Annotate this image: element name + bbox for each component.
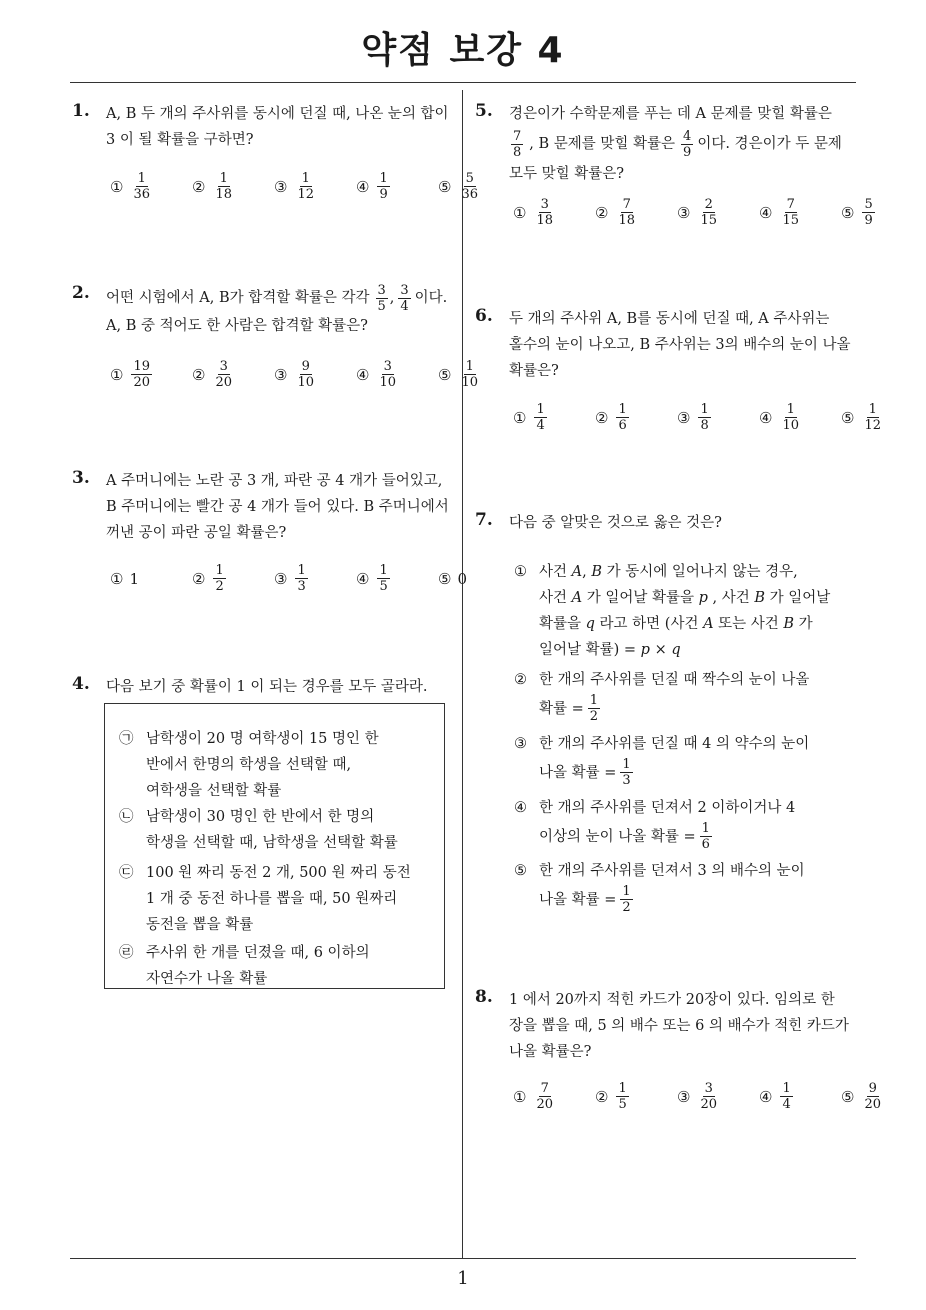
choice-1[interactable]: ① $\frac{7}{20}$ — [513, 1081, 553, 1112]
top-rule — [70, 82, 856, 83]
question-text: 다음 보기 중 확률이 1 이 되는 경우를 모두 골라라. — [106, 679, 428, 695]
question-number: 8. — [475, 987, 493, 1007]
question-3 — [72, 468, 467, 608]
choice-4[interactable]: ④ $\frac{7}{15}$ — [759, 197, 799, 228]
choice-3[interactable]: ③ $\frac{9}{10}$ — [274, 359, 314, 390]
answer-choices — [513, 1081, 913, 1112]
choice-2[interactable]: ② $\frac{1}{18}$ — [192, 171, 232, 202]
choice-3[interactable]: ③ $\frac{1}{12}$ — [274, 171, 314, 202]
choice-2[interactable]: ② $\frac{1}{6}$ — [595, 402, 627, 433]
question-8 — [475, 987, 881, 1127]
choice-1[interactable]: ① $\frac{1}{36}$ — [110, 171, 150, 202]
question-text: 경은이가 수학문제를 푸는 데 A 문제를 맞힐 확률은 $\frac{7}{8}$ , B 문제를 맞힐 확률은 $\frac{4}{9}$ 이다. 경은이가 두 문제 모두 맞힐 확률은? — [509, 106, 842, 182]
question-6 — [475, 306, 881, 446]
question-number: 2. — [72, 283, 90, 303]
choice-4[interactable]: ④ $\frac{1}{9}$ — [356, 171, 388, 202]
page-number: 1 — [457, 1268, 469, 1289]
bottom-rule — [70, 1258, 856, 1259]
question-4 — [72, 674, 457, 700]
question-text: 어떤 시험에서 A, B가 합격할 확률은 각각 $\frac{3}{5}$ , $\frac{3}{4}$ 이다. A, B 중 적어도 한 사람은 합격할 확률은? — [106, 282, 448, 334]
choice-4[interactable]: ④ $\frac{3}{10}$ — [356, 359, 396, 390]
choice-2[interactable]: ② $\frac{3}{20}$ — [192, 359, 232, 390]
answer-choices — [110, 563, 510, 594]
question-number: 4. — [72, 674, 90, 694]
choice-3[interactable]: ③ $\frac{1}{8}$ — [677, 402, 709, 433]
column-divider — [462, 90, 463, 1258]
choice-3[interactable]: ③ $\frac{1}{3}$ — [274, 563, 306, 594]
choice-1[interactable]: ① $\frac{1}{4}$ — [513, 402, 545, 433]
answer-choices — [513, 197, 913, 228]
choice-1[interactable]: ① $\frac{19}{20}$ — [110, 359, 150, 390]
choice-4[interactable]: ④ $\frac{1}{4}$ — [759, 1081, 791, 1112]
question-2 — [72, 282, 478, 403]
choice-2[interactable]: ② $\frac{1}{2}$ — [192, 563, 224, 594]
question-1 — [72, 101, 478, 221]
choice-1[interactable]: ① $\frac{3}{18}$ — [513, 197, 553, 228]
choice-2[interactable]: ② $\frac{7}{18}$ — [595, 197, 635, 228]
question-text: A 주머니에는 노란 공 3 개, 파란 공 4 개가 들어있고, B 주머니에는 빨간 공 4 개가 들어 있다. B 주머니에서 꺼낸 공이 파란 공일 확률은? — [106, 473, 449, 541]
question-text: 1 에서 20까지 적힌 카드가 20장이 있다. 임의로 한 장을 뽑을 때, 5 의 배수 또는 6 의 배수가 적힌 카드가 나올 확률은? — [509, 992, 849, 1060]
choice-5[interactable]: ⑤ $\frac{5}{36}$ — [438, 171, 478, 202]
answer-choices — [110, 171, 510, 202]
choice-5[interactable]: ⑤ 0 — [438, 569, 467, 588]
choice-2[interactable]: ② $\frac{1}{5}$ — [595, 1081, 627, 1112]
choice-1[interactable]: ① 1 — [110, 569, 139, 588]
answer-choices — [513, 402, 913, 433]
answer-choices — [110, 359, 510, 390]
page-title: 약점 보강 4 — [361, 30, 565, 71]
choice-3[interactable]: ③ $\frac{2}{15}$ — [677, 197, 717, 228]
question-text: A, B 두 개의 주사위를 동시에 던질 때, 나온 눈의 합이 3 이 될 확률을 구하면? — [106, 106, 449, 148]
example-box: ㉠ 남학생이 20 명 여학생이 15 명인 한 반에서 한명의 학생을 선택할 때, 여학생을 선택할 확률 ㉡ 남학생이 30 명인 한 반에서 한 명의 학생을 선택할 때, 남학생을 선택할 확률 ㉢ 100 원 짜리 동전 2 개, 500 원 짜리 동전 1 개 중 동전 하나를 뽑을 때, 50 원짜리 동전을 뽑을 확률 ㉣ 주사위 한 개를 던졌을 때, 6 이하의 자연수가 나올 확률 — [104, 703, 445, 989]
question-number: 1. — [72, 101, 90, 121]
question-number: 7. — [475, 510, 493, 530]
choice-5[interactable]: ⑤ $\frac{9}{20}$ — [841, 1081, 881, 1112]
choice-4[interactable]: ④ $\frac{1}{5}$ — [356, 563, 388, 594]
choice-5[interactable]: ⑤ $\frac{5}{9}$ — [841, 197, 873, 228]
question-5 — [475, 101, 873, 241]
choice-5[interactable]: ⑤ $\frac{1}{10}$ — [438, 359, 478, 390]
question-text: 다음 중 알맞은 것으로 옳은 것은? — [509, 515, 722, 531]
question-7 — [475, 510, 860, 536]
choice-3[interactable]: ③ $\frac{3}{20}$ — [677, 1081, 717, 1112]
question-number: 6. — [475, 306, 493, 326]
choice-5[interactable]: ⑤ $\frac{1}{12}$ — [841, 402, 881, 433]
question-number: 3. — [72, 468, 90, 488]
question-text: 두 개의 주사위 A, B를 동시에 던질 때, A 주사위는 홀수의 눈이 나오고, B 주사위는 3의 배수의 눈이 나올 확률은? — [509, 311, 851, 379]
choice-4[interactable]: ④ $\frac{1}{10}$ — [759, 402, 799, 433]
question-number: 5. — [475, 101, 493, 121]
